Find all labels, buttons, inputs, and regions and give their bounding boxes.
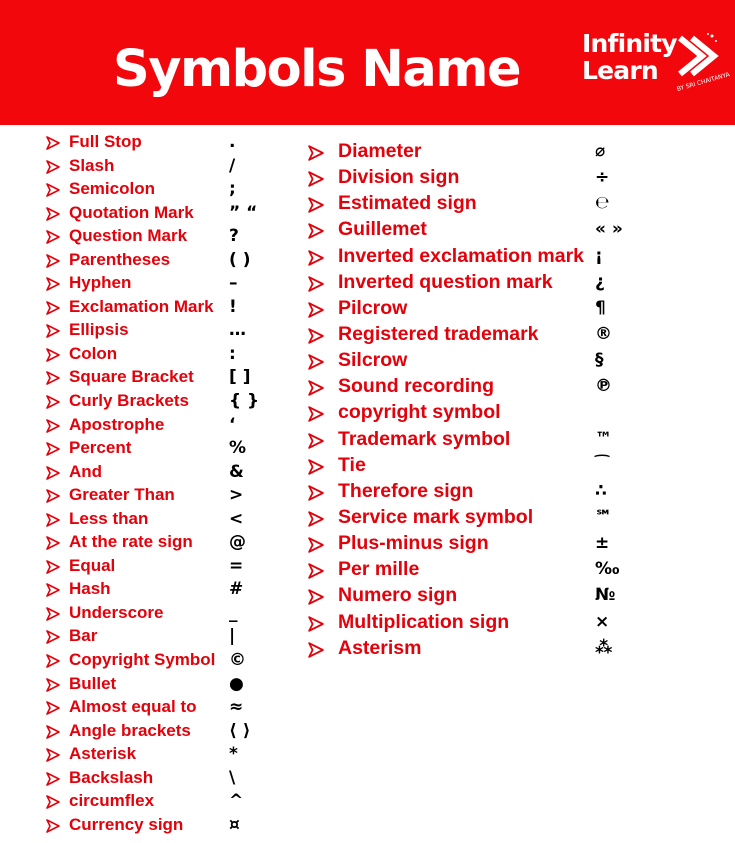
arrow-bullet-icon <box>308 616 324 632</box>
arrow-bullet-icon <box>308 589 324 605</box>
symbol-name: copyright symbol <box>338 401 501 424</box>
symbol-name: Exclamation Mark <box>69 296 214 316</box>
arrow-bullet-icon <box>308 302 324 318</box>
symbol-name: Numero sign <box>338 584 458 607</box>
arrow-bullet-icon <box>46 748 60 762</box>
arrow-bullet-icon <box>46 466 60 480</box>
symbol-name: Plus-minus sign <box>338 532 489 555</box>
arrow-bullet-icon <box>46 795 60 809</box>
logo-line-2: Learn <box>582 56 658 85</box>
symbol-glyph: ¤ <box>229 814 240 835</box>
arrow-bullet-icon <box>46 160 60 174</box>
symbol-name: Less than <box>69 508 149 528</box>
symbol-glyph: ( ) <box>229 249 251 270</box>
symbol-glyph: ● <box>229 673 244 694</box>
symbol-glyph: : <box>229 343 236 364</box>
arrow-bullet-icon <box>308 406 324 422</box>
symbol-glyph: ¶ <box>595 297 606 318</box>
symbol-name: Asterisk <box>69 744 137 764</box>
symbol-glyph: { } <box>229 391 260 412</box>
symbol-name: circumflex <box>69 791 155 811</box>
symbol-name: Diameter <box>338 140 422 162</box>
arrow-bullet-icon <box>46 136 60 150</box>
arrow-bullet-icon <box>308 354 324 370</box>
symbol-glyph: ‰ <box>595 559 620 580</box>
symbol-name: Trademark symbol <box>338 427 511 450</box>
arrow-bullet-icon <box>46 183 60 197</box>
symbol-glyph: # <box>229 579 244 600</box>
symbol-glyph: – <box>229 273 238 294</box>
symbol-glyph: ÷ <box>595 167 610 188</box>
arrow-bullet-icon <box>46 371 60 385</box>
symbol-name: Pilcrow <box>338 296 408 319</box>
symbol-name: Semicolon <box>69 179 155 199</box>
arrow-bullet-icon <box>46 301 60 315</box>
logo-line-1: Infinity <box>582 29 677 58</box>
symbol-name: Tie <box>338 453 366 476</box>
arrow-bullet-icon <box>308 250 324 266</box>
symbol-glyph: ∴ <box>595 480 607 501</box>
symbol-glyph: [ ] <box>229 367 251 388</box>
arrow-bullet-icon <box>46 583 60 597</box>
symbol-name: Quotation Mark <box>69 202 194 222</box>
logo-subtitle: BY SRI CHAITANYA <box>676 71 731 93</box>
logo-chevron-icon <box>670 32 720 82</box>
arrow-bullet-icon <box>46 701 60 715</box>
symbol-name: Colon <box>69 343 118 363</box>
arrow-bullet-icon <box>308 485 324 501</box>
arrow-bullet-icon <box>46 819 60 833</box>
arrow-bullet-icon <box>46 513 60 527</box>
symbol-glyph: ? <box>229 226 239 247</box>
arrow-bullet-icon <box>46 630 60 644</box>
arrow-bullet-icon <box>46 489 60 503</box>
arrow-bullet-icon <box>46 395 60 409</box>
arrow-bullet-icon <box>46 419 60 433</box>
symbol-glyph: ⌀ <box>595 141 606 161</box>
arrow-bullet-icon <box>46 230 60 244</box>
symbol-name: Division sign <box>338 166 460 189</box>
symbol-name: Inverted exclamation mark <box>338 244 585 267</box>
header-banner <box>0 0 735 125</box>
symbol-glyph: ± <box>595 533 610 554</box>
arrow-bullet-icon <box>46 348 60 362</box>
symbol-glyph: . <box>229 132 236 152</box>
arrow-bullet-icon <box>308 328 324 344</box>
symbol-name: Square Bracket <box>69 367 194 387</box>
symbol-name: Sound recording <box>338 375 494 398</box>
symbol-name: Parentheses <box>69 249 171 269</box>
arrow-bullet-icon <box>46 254 60 268</box>
symbol-name: Full Stop <box>69 132 142 151</box>
arrow-bullet-icon <box>308 642 324 658</box>
symbol-glyph: № <box>595 585 616 606</box>
symbol-name: Greater Than <box>69 485 175 505</box>
symbol-name: Copyright Symbol <box>69 650 216 670</box>
symbol-name: Bar <box>69 626 98 646</box>
symbol-name: Service mark symbol <box>338 505 534 528</box>
symbol-name: Apostrophe <box>69 414 165 434</box>
symbol-name: Slash <box>69 155 115 175</box>
arrow-bullet-icon <box>46 324 60 338</box>
symbol-name: Hyphen <box>69 273 132 293</box>
arrow-bullet-icon <box>46 536 60 550</box>
arrow-bullet-icon <box>46 772 60 786</box>
symbol-name: Underscore <box>69 602 164 622</box>
symbol-glyph: % <box>229 438 247 459</box>
symbol-name: Guillemet <box>338 218 427 241</box>
symbol-name: Inverted question mark <box>338 270 553 293</box>
symbol-name: Ellipsis <box>69 320 129 340</box>
symbol-glyph: ≈ <box>229 697 244 718</box>
symbol-name: Silcrow <box>338 349 408 372</box>
arrow-bullet-icon <box>308 276 324 292</box>
symbol-glyph: / <box>229 155 236 176</box>
symbol-name: Almost equal to <box>69 697 197 717</box>
symbol-name: Per mille <box>338 558 420 581</box>
symbol-glyph: § <box>595 350 604 371</box>
symbol-name: Bullet <box>69 673 117 693</box>
symbol-glyph: ⟨ ⟩ <box>229 720 251 741</box>
arrow-bullet-icon <box>46 207 60 221</box>
symbol-glyph: ⁀ <box>595 454 610 475</box>
arrow-bullet-icon <box>308 223 324 239</box>
symbol-glyph: ℠ <box>595 506 613 527</box>
arrow-bullet-icon <box>308 433 324 449</box>
symbol-glyph: ; <box>229 179 236 200</box>
symbol-name: Curly Brackets <box>69 391 190 411</box>
symbol-glyph: ™ <box>595 428 612 449</box>
arrow-bullet-icon <box>308 197 324 213</box>
symbol-name: Registered trademark <box>338 322 539 345</box>
symbol-glyph: ¿ <box>595 271 605 292</box>
symbol-glyph: _ <box>229 602 238 623</box>
symbol-name: Multiplication sign <box>338 610 510 633</box>
symbol-glyph: … <box>229 320 246 341</box>
arrow-bullet-icon <box>308 380 324 396</box>
symbol-glyph: ℮ <box>595 193 610 214</box>
symbol-glyph: ® <box>595 323 612 344</box>
arrow-bullet-icon <box>308 537 324 553</box>
symbol-glyph: ! <box>229 296 237 317</box>
symbol-glyph: > <box>229 485 244 506</box>
symbol-glyph: = <box>229 555 244 576</box>
symbol-name: At the rate sign <box>69 532 193 552</box>
symbol-name: And <box>69 461 103 481</box>
symbol-name: Question Mark <box>69 226 188 246</box>
symbol-glyph: ¡ <box>595 245 603 266</box>
symbol-glyph: ‘ <box>229 414 236 435</box>
arrow-bullet-icon <box>46 678 60 692</box>
arrow-bullet-icon <box>308 171 324 187</box>
symbol-name: Therefore sign <box>338 479 474 502</box>
page-title: Symbols Name <box>113 40 521 99</box>
symbol-name: Currency sign <box>69 814 184 834</box>
symbol-name: Equal <box>69 555 116 575</box>
infinity-learn-logo <box>582 29 731 100</box>
symbol-glyph: < <box>229 508 244 529</box>
symbol-name: Hash <box>69 579 111 599</box>
arrow-bullet-icon <box>46 725 60 739</box>
symbol-glyph: © <box>229 650 246 671</box>
symbol-glyph: @ <box>229 532 246 553</box>
arrow-bullet-icon <box>308 563 324 579</box>
symbol-glyph: ” “ <box>229 202 258 223</box>
symbol-name: Estimated sign <box>338 192 477 215</box>
symbol-name: Angle brackets <box>69 720 191 740</box>
symbol-name: Backslash <box>69 767 154 787</box>
symbol-glyph: ⁂ <box>595 637 613 658</box>
symbol-glyph: & <box>229 461 244 482</box>
symbol-glyph: ℗ <box>595 376 612 397</box>
arrow-bullet-icon <box>46 560 60 574</box>
symbol-glyph: ^ <box>229 791 244 812</box>
arrow-bullet-icon <box>308 145 324 161</box>
arrow-bullet-icon <box>46 277 60 291</box>
symbol-name: Percent <box>69 438 132 458</box>
arrow-bullet-icon <box>46 654 60 668</box>
symbol-glyph: \ <box>229 767 236 788</box>
arrow-bullet-icon <box>46 442 60 456</box>
symbol-name: Asterism <box>338 636 422 659</box>
symbol-glyph: | <box>229 626 236 647</box>
symbol-glyph: « » <box>595 219 623 240</box>
symbol-glyph: × <box>595 611 610 632</box>
symbol-glyph: * <box>229 744 238 765</box>
arrow-bullet-icon <box>308 511 324 527</box>
arrow-bullet-icon <box>46 607 60 621</box>
arrow-bullet-icon <box>308 459 324 475</box>
